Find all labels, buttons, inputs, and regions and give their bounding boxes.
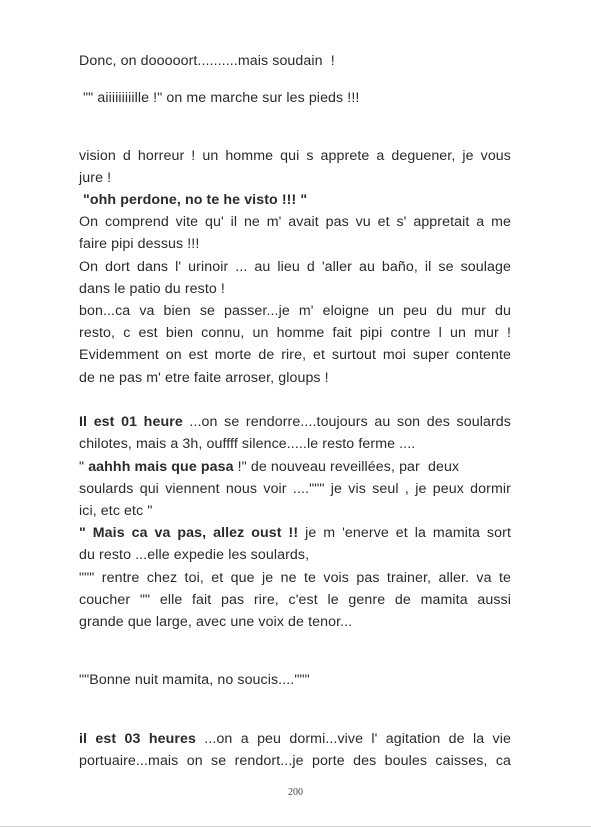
text-line: soulards qui viennent nous voir ....""" je vis seul , je peux dormir — [79, 481, 511, 497]
text-line: On dort dans l' urinoir ... au lieu d 'aller au baño, il se soulage — [79, 259, 511, 275]
text-line: ""Bonne nuit mamita, no soucis....""" — [79, 672, 310, 688]
text-line: Evidemment on est morte de rire, et surtout moi super contente — [79, 347, 511, 363]
text-line: resto, c est bien connu, un homme fait pipi contre l un mur ! — [79, 325, 511, 341]
text-line: de ne pas m' etre faite arroser, gloups ! — [79, 370, 329, 386]
text-line: Il est 01 heure ...on se rendorre....toujours au son des soulards — [79, 414, 511, 430]
text-line: bon...ca va bien se passer...je m' eloigne un peu du mur du — [79, 303, 511, 319]
text-line: """ rentre chez toi, et que je ne te vois pas trainer, aller. va te — [79, 570, 511, 586]
text-line: faire pipi dessus !!! — [79, 236, 200, 252]
text-line: " aahhh mais que pasa !" de nouveau reveillées, par deux — [79, 459, 460, 475]
text-line: On comprend vite qu' il ne m' avait pas vu et s' appretait a me — [79, 214, 511, 230]
text-line: il est 03 heures ...on a peu dormi...vive l' agitation de la vie — [79, 731, 511, 747]
text-line: jure ! — [79, 170, 112, 186]
text-line: portuaire...mais on se rendort...je porte des boules caisses, ca — [79, 753, 511, 769]
text-line: grande que large, avec une voix de tenor... — [79, 614, 353, 630]
text-line: coucher "" elle fait pas rire, c'est le genre de mamita aussi — [79, 592, 511, 608]
text-line: " Mais ca va pas, allez oust !! je m 'enerve et la mamita sort — [79, 525, 511, 541]
text-line: du resto ...elle expedie les soulards, — [79, 547, 310, 563]
text-line: vision d horreur ! un homme qui s apprete a deguener, je vous — [79, 148, 511, 164]
text-line: dans le patio du resto ! — [79, 281, 225, 297]
text-line: "" aiiiiiiiiille !" on me marche sur les pieds !!! — [79, 90, 360, 106]
text-line: Donc, on dooooort..........mais soudain ! — [79, 53, 335, 69]
page-number: 200 — [288, 787, 303, 798]
text-line: "ohh perdone, no te he visto !!! " — [79, 192, 308, 208]
text-line: ici, etc etc " — [79, 503, 153, 519]
text-line: chilotes, mais a 3h, ouffff silence.....le resto ferme .... — [79, 436, 416, 452]
